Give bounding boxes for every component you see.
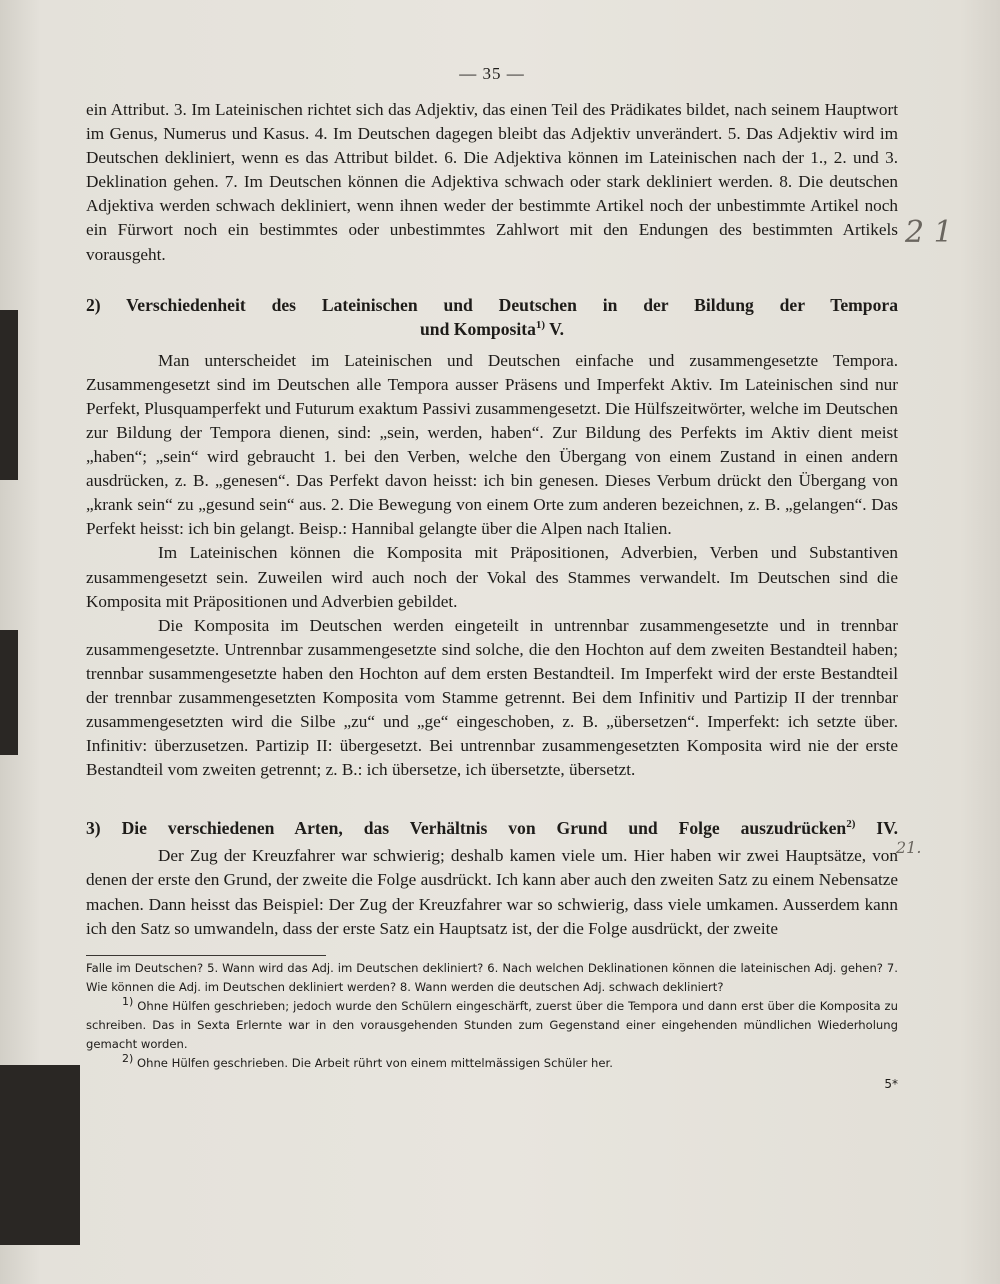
section-heading-suffix: IV. xyxy=(855,818,898,839)
paragraph: Man unterscheidet im Lateinischen und Deutschen einfache und zusammengesetzte Tempora. Zusammengesetzt sind im Deutschen alle Tempora ausser Präsens und Imperfekt Aktiv. Im Lateinischen sind nur Perfekt, Plusquamperfekt und Futurum exaktum Passivi zusammengesetzt. Die Hülfszeitwörter, welche im Deutschen zur Bildung der Tempora dienen, sind: „sein, werden, haben“. Zur Bildung des Perfekts im Aktiv dient meist „haben“; „sein“ wird gebraucht 1. bei den Verben, welche den Übergang von einem Zustand in einen andern ausdrücken, z. B. „genesen“. Das Perfekt davon heisst: ich bin genesen. Dieses Verbum drückt den Übergang von „krank sein“ zu „gesund sein“ aus. 2. Die Bewegung von einem Orte zum anderen bezeichnen, z. B. „gelangen“. Das Perfekt heisst: ich bin gelangt. Beisp.: Hannibal gelangte über die Alpen nach Italien. xyxy=(86,350,898,539)
section-heading xyxy=(86,293,898,341)
footnote-2 xyxy=(86,1051,898,1073)
section-heading-suffix: V. xyxy=(545,318,564,339)
footnote-marker: 2) xyxy=(122,1051,134,1065)
handwritten-margin-note: 21. xyxy=(896,838,922,857)
footnotes xyxy=(86,959,898,1094)
binding-mark xyxy=(0,310,18,480)
handwritten-margin-note: 2 1 xyxy=(905,215,953,250)
text-column xyxy=(86,60,898,1094)
footnote-divider xyxy=(86,955,326,956)
paragraph: Im Lateinischen können die Komposita mit Präpositionen, Adverbien, Verben und Substantiven zusammengesetzt sein. Zuweilen wird auch noch der Vokal des Stammes verwandelt. Im Deutschen sind die Komposita mit Präpositionen und Adverbien gebildet. xyxy=(86,543,898,611)
footnote-reference: 1) xyxy=(535,318,546,331)
paragraph: Die Komposita im Deutschen werden eingeteilt in untrennbar zusammengesetzte und in trennbar zusammengesetzte. Untrennbar zusammengesetzte sind solche, die den Hochton auf dem zweiten Bestandteil haben; trennbar susammengesetzte haben den Hochton auf dem ersten Bestandteil. Im Imperfekt wird der erste Bestandteil der trennbar zusammengesetzten Komposita vom Stamme getrennt. Bei dem Infinitiv und Partizip II der trennbar zusammengesetzten wird die Silbe „zu“ und „ge“ eingeschoben, z. B. „übersetzen“. Imperfekt: ich setzte über. Infinitiv: überzusetzen. Partizip II: übergesetzt. Bei untrennbar zusammengesetzten Komposita wird nie der erste Bestandteil vom zweiten getrennt; z. B.: ich übersetze, ich übersetzte, übersetzt. xyxy=(86,615,898,780)
section-heading-text: und Komposita xyxy=(420,318,536,339)
footnote-reference: 2) xyxy=(846,818,856,831)
section-heading-text: 3) Die verschiedenen Arten, das Verhältnis von Grund und Folge auszudrücken xyxy=(86,818,847,839)
section-heading xyxy=(86,816,898,840)
paragraph: ein Attribut. 3. Im Lateinischen richtet sich das Adjektiv, das einen Teil des Prädikates bildet, nach seinem Hauptwort im Genus, Numerus und Kasus. 4. Im Deutschen dagegen bleibt das Adjektiv unverändert. 5. Das Adjektiv wird im Deutschen dekliniert, wenn es das Attribut bildet. 6. Die Adjektiva können im Lateinischen nach der 1., 2. und 3. Deklination gehen. 7. Im Deutschen können die Adjektiva schwach oder stark dekliniert werden. 8. Die deutschen Adjektiva werden schwach dekliniert, wenn ihnen weder der bestimmte Artikel noch der unbestimmte Artikel noch ein Fürwort noch ein bestimmtes oder unbestimmtes Zahlwort mit den Endungen des bestimmten Artikels vorausgeht. xyxy=(86,100,898,264)
page-number: — 35 — xyxy=(459,64,525,83)
footnote-questions: Falle im Deutschen? 5. Wann wird das Adj. im Deutschen dekliniert? 6. Nach welchen Deklinationen können die lateinischen Adj. gehen? 7. Wie können die Adj. im Deutschen dekliniert werden? 8. Wann werden die deutschen Adj. schwach dekliniert? xyxy=(86,960,898,994)
footnote-text: Ohne Hülfen geschrieben; jedoch wurde den Schülern eingeschärft, zuerst über die Tempora und dann erst über die Komposita zu schreiben. Das in Sexta Erlernte war in den vorausgehenden Stunden zum Gegenstand einer eingehenden mündlichen Wiederholung gemacht worden. xyxy=(86,998,898,1051)
section-heading-line xyxy=(86,317,898,341)
footnote-1 xyxy=(86,994,898,1054)
binding-mark xyxy=(0,1065,80,1245)
footnote-text: Ohne Hülfen geschrieben. Die Arbeit rührt von einem mittelmässigen Schüler her. xyxy=(133,1055,613,1070)
binding-mark xyxy=(0,630,18,755)
footnote-marker: 1) xyxy=(122,994,134,1008)
signature-mark: 5* xyxy=(884,1076,898,1091)
paragraph: Der Zug der Kreuzfahrer war schwierig; deshalb kamen viele um. Hier haben wir zwei Hauptsätze, von denen der erste den Grund, der zweite die Folge ausdrückt. Ich kann aber auch den zweiten Satz zu einem Nebensatze machen. Dann heisst das Beispiel: Der Zug der Kreuzfahrer war so schwierig, dass viele umkamen. Ausserdem kann ich den Satz so umwandeln, dass der erste Satz ein Hauptsatz ist, der die Folge ausdrückt, der zweite xyxy=(86,846,898,938)
section-heading-line: 2) Verschiedenheit des Lateinischen und Deutschen in der Bildung der Tempora xyxy=(86,294,898,315)
